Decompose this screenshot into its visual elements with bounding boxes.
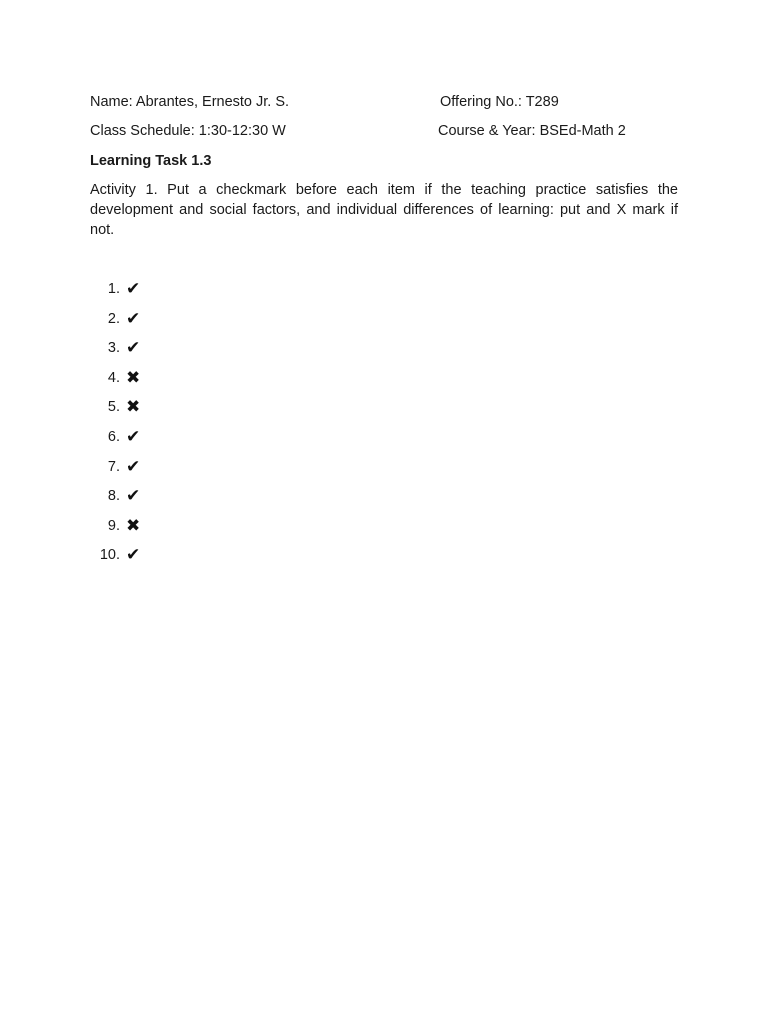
checkmark-icon: ✔ — [126, 308, 141, 329]
x-mark-icon: ✖ — [126, 367, 141, 388]
answer-number: 7. — [107, 458, 120, 475]
class-schedule: Class Schedule: 1:30-12:30 W — [90, 123, 286, 139]
header-row-name — [90, 92, 690, 112]
answer-item-1 — [90, 279, 146, 309]
header-row-schedule — [90, 121, 690, 141]
answer-number: 1. — [107, 281, 120, 297]
checkmark-icon: ✔ — [126, 279, 141, 299]
answer-item-4 — [90, 368, 146, 398]
answer-item-9 — [90, 516, 146, 546]
x-mark-icon: ✖ — [126, 397, 141, 418]
answer-number: 6. — [107, 428, 120, 445]
checkmark-icon: ✔ — [126, 545, 141, 566]
answer-number: 2. — [107, 310, 120, 327]
answer-item-7 — [90, 457, 146, 487]
answer-item-8 — [90, 486, 146, 516]
answer-number: 3. — [107, 340, 120, 357]
answer-item-6 — [90, 427, 146, 457]
answer-number: 8. — [107, 488, 120, 505]
checkmark-icon: ✔ — [126, 338, 141, 359]
answer-item-3 — [90, 338, 146, 368]
x-mark-icon: ✖ — [126, 515, 141, 536]
answer-list — [90, 279, 146, 575]
answer-item-2 — [90, 309, 146, 339]
answer-item-10 — [90, 545, 146, 575]
activity-instructions: Activity 1. Put a checkmark before each item if the teaching practice satisfies the development and social factors, and individual differences of learning: put and X mark if not. — [90, 182, 678, 238]
offering-number: Offering No.: T289 — [440, 94, 559, 110]
checkmark-icon: ✔ — [126, 426, 141, 447]
answer-number: 9. — [107, 517, 120, 534]
checkmark-icon: ✔ — [126, 486, 141, 507]
course-year: Course & Year: BSEd-Math 2 — [438, 123, 626, 139]
answer-number: 4. — [107, 369, 120, 386]
answer-item-5 — [90, 397, 146, 427]
student-name: Name: Abrantes, Ernesto Jr. S. — [90, 94, 290, 110]
answer-number: 10. — [99, 547, 120, 564]
answer-number: 5. — [107, 399, 120, 416]
task-title: Learning Task 1.3 — [90, 153, 212, 169]
checkmark-icon: ✔ — [126, 456, 141, 477]
